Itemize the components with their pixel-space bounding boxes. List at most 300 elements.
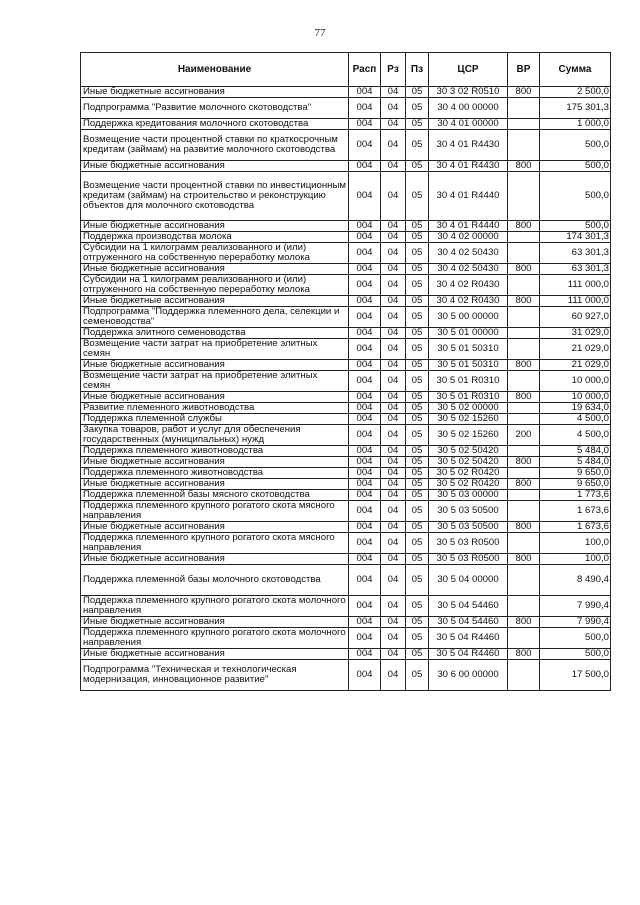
cell-rasp: 004 bbox=[349, 628, 381, 649]
cell-rz: 04 bbox=[381, 554, 406, 565]
cell-pz: 05 bbox=[406, 221, 429, 232]
cell-rz: 04 bbox=[381, 161, 406, 172]
cell-pz: 05 bbox=[406, 296, 429, 307]
cell-vr: 800 bbox=[508, 221, 540, 232]
cell-rasp: 004 bbox=[349, 328, 381, 339]
cell-vr: 800 bbox=[508, 554, 540, 565]
cell-pz: 05 bbox=[406, 522, 429, 533]
table-row bbox=[81, 628, 611, 649]
table-row bbox=[81, 339, 611, 360]
cell-pz: 05 bbox=[406, 130, 429, 161]
cell-vr bbox=[508, 501, 540, 522]
cell-vr bbox=[508, 371, 540, 392]
cell-rasp: 004 bbox=[349, 522, 381, 533]
cell-vr bbox=[508, 565, 540, 596]
cell-sum: 500,0 bbox=[540, 628, 611, 649]
cell-pz: 05 bbox=[406, 339, 429, 360]
cell-csr: 30 5 01 00000 bbox=[429, 328, 508, 339]
cell-rz: 04 bbox=[381, 371, 406, 392]
cell-name: Поддержка племенного животноводства bbox=[81, 468, 349, 479]
cell-pz: 05 bbox=[406, 501, 429, 522]
cell-rasp: 004 bbox=[349, 446, 381, 457]
cell-rasp: 004 bbox=[349, 660, 381, 691]
table-row bbox=[81, 457, 611, 468]
table-row bbox=[81, 479, 611, 490]
cell-csr: 30 5 04 54460 bbox=[429, 596, 508, 617]
cell-sum: 17 500,0 bbox=[540, 660, 611, 691]
cell-csr: 30 4 02 50430 bbox=[429, 264, 508, 275]
cell-name: Поддержка племенного крупного рогатого скота молочного направления bbox=[81, 596, 349, 617]
cell-sum: 4 500,0 bbox=[540, 414, 611, 425]
cell-name: Возмещение части процентной ставки по инвестиционным кредитам (займам) на строительство и реконструкцию объектов для молочного скотоводства bbox=[81, 172, 349, 221]
cell-sum: 111 000,0 bbox=[540, 296, 611, 307]
table-row bbox=[81, 243, 611, 264]
cell-name: Поддержка племенного крупного рогатого скота мясного направления bbox=[81, 501, 349, 522]
cell-name: Субсидии на 1 килограмм реализованного и (или) отгруженного на собственную переработку молока bbox=[81, 243, 349, 264]
cell-sum: 175 301,3 bbox=[540, 98, 611, 119]
cell-vr bbox=[508, 172, 540, 221]
cell-sum: 5 484,0 bbox=[540, 457, 611, 468]
cell-csr: 30 5 02 15260 bbox=[429, 425, 508, 446]
cell-csr: 30 5 02 R0420 bbox=[429, 479, 508, 490]
cell-name: Иные бюджетные ассигнования bbox=[81, 296, 349, 307]
cell-name: Поддержка кредитования молочного скотоводства bbox=[81, 119, 349, 130]
table-row bbox=[81, 172, 611, 221]
cell-rasp: 004 bbox=[349, 232, 381, 243]
cell-sum: 7 990,4 bbox=[540, 617, 611, 628]
cell-sum: 31 029,0 bbox=[540, 328, 611, 339]
cell-pz: 05 bbox=[406, 360, 429, 371]
cell-pz: 05 bbox=[406, 392, 429, 403]
cell-vr bbox=[508, 307, 540, 328]
cell-name: Иные бюджетные ассигнования bbox=[81, 617, 349, 628]
cell-name: Подпрограмма "Техническая и технологическая модернизация, инновационное развитие" bbox=[81, 660, 349, 691]
cell-rasp: 004 bbox=[349, 296, 381, 307]
cell-sum: 4 500,0 bbox=[540, 425, 611, 446]
table-row bbox=[81, 596, 611, 617]
cell-rasp: 004 bbox=[349, 554, 381, 565]
cell-rasp: 004 bbox=[349, 264, 381, 275]
cell-pz: 05 bbox=[406, 425, 429, 446]
cell-pz: 05 bbox=[406, 307, 429, 328]
cell-pz: 05 bbox=[406, 328, 429, 339]
cell-rz: 04 bbox=[381, 264, 406, 275]
cell-sum: 63 301,3 bbox=[540, 264, 611, 275]
cell-pz: 05 bbox=[406, 660, 429, 691]
cell-sum: 60 927,0 bbox=[540, 307, 611, 328]
cell-rasp: 004 bbox=[349, 490, 381, 501]
cell-csr: 30 4 00 00000 bbox=[429, 98, 508, 119]
cell-rasp: 004 bbox=[349, 371, 381, 392]
cell-pz: 05 bbox=[406, 457, 429, 468]
cell-sum: 63 301,3 bbox=[540, 243, 611, 264]
cell-vr bbox=[508, 414, 540, 425]
cell-pz: 05 bbox=[406, 446, 429, 457]
cell-name: Поддержка элитного семеноводства bbox=[81, 328, 349, 339]
cell-csr: 30 5 02 15260 bbox=[429, 414, 508, 425]
cell-csr: 30 5 02 00000 bbox=[429, 403, 508, 414]
cell-name: Иные бюджетные ассигнования bbox=[81, 87, 349, 98]
cell-rz: 04 bbox=[381, 457, 406, 468]
cell-vr bbox=[508, 490, 540, 501]
cell-rasp: 004 bbox=[349, 87, 381, 98]
cell-rz: 04 bbox=[381, 328, 406, 339]
cell-vr bbox=[508, 468, 540, 479]
cell-pz: 05 bbox=[406, 243, 429, 264]
cell-csr: 30 4 01 R4440 bbox=[429, 172, 508, 221]
table-row bbox=[81, 360, 611, 371]
cell-sum: 500,0 bbox=[540, 649, 611, 660]
cell-rz: 04 bbox=[381, 339, 406, 360]
cell-rz: 04 bbox=[381, 232, 406, 243]
cell-vr bbox=[508, 130, 540, 161]
cell-rasp: 004 bbox=[349, 339, 381, 360]
cell-sum: 1 673,6 bbox=[540, 501, 611, 522]
cell-pz: 05 bbox=[406, 172, 429, 221]
cell-pz: 05 bbox=[406, 617, 429, 628]
cell-csr: 30 4 01 00000 bbox=[429, 119, 508, 130]
table-row bbox=[81, 296, 611, 307]
table-row bbox=[81, 161, 611, 172]
cell-rz: 04 bbox=[381, 275, 406, 296]
cell-name: Поддержка производства молока bbox=[81, 232, 349, 243]
cell-rasp: 004 bbox=[349, 130, 381, 161]
budget-table bbox=[80, 52, 611, 691]
table-row bbox=[81, 533, 611, 554]
cell-sum: 1 000,0 bbox=[540, 119, 611, 130]
cell-rz: 04 bbox=[381, 392, 406, 403]
cell-pz: 05 bbox=[406, 371, 429, 392]
table-row bbox=[81, 501, 611, 522]
cell-rasp: 004 bbox=[349, 360, 381, 371]
cell-csr: 30 5 03 R0500 bbox=[429, 554, 508, 565]
cell-pz: 05 bbox=[406, 414, 429, 425]
cell-vr: 200 bbox=[508, 425, 540, 446]
cell-vr: 800 bbox=[508, 522, 540, 533]
table-row bbox=[81, 221, 611, 232]
cell-vr: 800 bbox=[508, 617, 540, 628]
cell-csr: 30 5 03 00000 bbox=[429, 490, 508, 501]
cell-pz: 05 bbox=[406, 649, 429, 660]
cell-name: Иные бюджетные ассигнования bbox=[81, 264, 349, 275]
cell-vr bbox=[508, 275, 540, 296]
cell-rasp: 004 bbox=[349, 596, 381, 617]
header-rz: Рз bbox=[381, 53, 406, 87]
cell-pz: 05 bbox=[406, 87, 429, 98]
cell-name: Иные бюджетные ассигнования bbox=[81, 392, 349, 403]
cell-name: Возмещение части процентной ставки по краткосрочным кредитам (займам) на развитие молочного скотоводства bbox=[81, 130, 349, 161]
cell-name: Поддержка племенной базы молочного скотоводства bbox=[81, 565, 349, 596]
cell-rz: 04 bbox=[381, 119, 406, 130]
cell-rasp: 004 bbox=[349, 403, 381, 414]
cell-rasp: 004 bbox=[349, 275, 381, 296]
header-sum: Сумма bbox=[540, 53, 611, 87]
cell-pz: 05 bbox=[406, 533, 429, 554]
cell-rz: 04 bbox=[381, 565, 406, 596]
cell-vr: 800 bbox=[508, 392, 540, 403]
cell-name: Иные бюджетные ассигнования bbox=[81, 457, 349, 468]
cell-csr: 30 4 01 R4430 bbox=[429, 161, 508, 172]
cell-sum: 10 000,0 bbox=[540, 392, 611, 403]
cell-vr: 800 bbox=[508, 264, 540, 275]
cell-name: Подпрограмма "Поддержка племенного дела, селекции и семеноводства" bbox=[81, 307, 349, 328]
table-header-row bbox=[81, 53, 611, 87]
cell-name: Поддержка племенной службы bbox=[81, 414, 349, 425]
cell-sum: 111 000,0 bbox=[540, 275, 611, 296]
cell-vr bbox=[508, 328, 540, 339]
cell-rz: 04 bbox=[381, 479, 406, 490]
table-row bbox=[81, 522, 611, 533]
cell-pz: 05 bbox=[406, 403, 429, 414]
cell-rz: 04 bbox=[381, 98, 406, 119]
cell-sum: 500,0 bbox=[540, 221, 611, 232]
cell-sum: 19 634,0 bbox=[540, 403, 611, 414]
cell-pz: 05 bbox=[406, 490, 429, 501]
table-row bbox=[81, 307, 611, 328]
cell-sum: 1 773,6 bbox=[540, 490, 611, 501]
cell-csr: 30 5 03 50500 bbox=[429, 501, 508, 522]
cell-rz: 04 bbox=[381, 522, 406, 533]
cell-pz: 05 bbox=[406, 232, 429, 243]
cell-sum: 2 500,0 bbox=[540, 87, 611, 98]
table-row bbox=[81, 119, 611, 130]
cell-rz: 04 bbox=[381, 446, 406, 457]
cell-sum: 100,0 bbox=[540, 533, 611, 554]
cell-csr: 30 5 04 R4460 bbox=[429, 628, 508, 649]
cell-csr: 30 4 02 50430 bbox=[429, 243, 508, 264]
cell-rz: 04 bbox=[381, 596, 406, 617]
cell-name: Развитие племенного животноводства bbox=[81, 403, 349, 414]
cell-csr: 30 4 02 R0430 bbox=[429, 275, 508, 296]
cell-rasp: 004 bbox=[349, 221, 381, 232]
cell-vr: 800 bbox=[508, 360, 540, 371]
header-rasp: Расп bbox=[349, 53, 381, 87]
cell-rz: 04 bbox=[381, 307, 406, 328]
cell-name: Поддержка племенного животноводства bbox=[81, 446, 349, 457]
cell-vr bbox=[508, 446, 540, 457]
cell-rz: 04 bbox=[381, 172, 406, 221]
table-row bbox=[81, 649, 611, 660]
table-row bbox=[81, 617, 611, 628]
cell-pz: 05 bbox=[406, 161, 429, 172]
cell-rz: 04 bbox=[381, 490, 406, 501]
cell-pz: 05 bbox=[406, 596, 429, 617]
cell-sum: 7 990,4 bbox=[540, 596, 611, 617]
cell-rasp: 004 bbox=[349, 119, 381, 130]
cell-name: Иные бюджетные ассигнования bbox=[81, 360, 349, 371]
cell-csr: 30 5 04 R4460 bbox=[429, 649, 508, 660]
cell-sum: 174 301,3 bbox=[540, 232, 611, 243]
table-body bbox=[81, 87, 611, 691]
cell-rasp: 004 bbox=[349, 414, 381, 425]
cell-pz: 05 bbox=[406, 628, 429, 649]
cell-name: Иные бюджетные ассигнования bbox=[81, 161, 349, 172]
cell-name: Иные бюджетные ассигнования bbox=[81, 479, 349, 490]
scan-artifact: · · · · · bbox=[84, 886, 119, 892]
cell-rasp: 004 bbox=[349, 98, 381, 119]
cell-vr bbox=[508, 119, 540, 130]
cell-vr bbox=[508, 628, 540, 649]
cell-csr: 30 4 02 00000 bbox=[429, 232, 508, 243]
cell-rz: 04 bbox=[381, 130, 406, 161]
header-name: Наименование bbox=[81, 53, 349, 87]
cell-csr: 30 5 01 50310 bbox=[429, 339, 508, 360]
cell-pz: 05 bbox=[406, 468, 429, 479]
cell-rasp: 004 bbox=[349, 501, 381, 522]
table-row bbox=[81, 232, 611, 243]
cell-name: Иные бюджетные ассигнования bbox=[81, 522, 349, 533]
cell-vr bbox=[508, 243, 540, 264]
cell-rasp: 004 bbox=[349, 425, 381, 446]
cell-pz: 05 bbox=[406, 565, 429, 596]
cell-rasp: 004 bbox=[349, 479, 381, 490]
cell-name: Иные бюджетные ассигнования bbox=[81, 221, 349, 232]
cell-name: Подпрограмма "Развитие молочного скотоводства" bbox=[81, 98, 349, 119]
cell-name: Поддержка племенного крупного рогатого скота молочного направления bbox=[81, 628, 349, 649]
cell-sum: 500,0 bbox=[540, 172, 611, 221]
table-row bbox=[81, 414, 611, 425]
cell-name: Субсидии на 1 килограмм реализованного и (или) отгруженного на собственную переработку молока bbox=[81, 275, 349, 296]
cell-name: Возмещение части затрат на приобретение элитных семян bbox=[81, 371, 349, 392]
cell-csr: 30 6 00 00000 bbox=[429, 660, 508, 691]
cell-rasp: 004 bbox=[349, 307, 381, 328]
cell-sum: 9 650,0 bbox=[540, 479, 611, 490]
table-row bbox=[81, 371, 611, 392]
cell-vr: 800 bbox=[508, 296, 540, 307]
table-row bbox=[81, 660, 611, 691]
table-row bbox=[81, 328, 611, 339]
cell-vr bbox=[508, 339, 540, 360]
cell-sum: 21 029,0 bbox=[540, 360, 611, 371]
cell-rasp: 004 bbox=[349, 468, 381, 479]
cell-rz: 04 bbox=[381, 533, 406, 554]
table-row bbox=[81, 565, 611, 596]
cell-rz: 04 bbox=[381, 87, 406, 98]
table-row bbox=[81, 130, 611, 161]
table-row bbox=[81, 490, 611, 501]
cell-csr: 30 5 01 R0310 bbox=[429, 392, 508, 403]
cell-csr: 30 4 01 R4440 bbox=[429, 221, 508, 232]
cell-sum: 1 673,6 bbox=[540, 522, 611, 533]
cell-vr: 800 bbox=[508, 457, 540, 468]
cell-vr: 800 bbox=[508, 161, 540, 172]
cell-rasp: 004 bbox=[349, 161, 381, 172]
cell-csr: 30 4 02 R0430 bbox=[429, 296, 508, 307]
cell-rz: 04 bbox=[381, 649, 406, 660]
cell-name: Поддержка племенного крупного рогатого скота мясного направления bbox=[81, 533, 349, 554]
table-row bbox=[81, 554, 611, 565]
cell-vr: 800 bbox=[508, 649, 540, 660]
cell-csr: 30 5 02 50420 bbox=[429, 457, 508, 468]
cell-pz: 05 bbox=[406, 554, 429, 565]
cell-name: Закупка товаров, работ и услуг для обеспечения государственных (муниципальных) нужд bbox=[81, 425, 349, 446]
cell-name: Иные бюджетные ассигнования bbox=[81, 554, 349, 565]
cell-rasp: 004 bbox=[349, 533, 381, 554]
table-row bbox=[81, 403, 611, 414]
cell-pz: 05 bbox=[406, 275, 429, 296]
cell-vr bbox=[508, 596, 540, 617]
cell-csr: 30 5 01 50310 bbox=[429, 360, 508, 371]
cell-sum: 9 650,0 bbox=[540, 468, 611, 479]
cell-rz: 04 bbox=[381, 628, 406, 649]
cell-vr bbox=[508, 232, 540, 243]
cell-rasp: 004 bbox=[349, 392, 381, 403]
header-pz: Пз bbox=[406, 53, 429, 87]
cell-csr: 30 5 04 54460 bbox=[429, 617, 508, 628]
cell-rz: 04 bbox=[381, 221, 406, 232]
header-vr: ВР bbox=[508, 53, 540, 87]
cell-rz: 04 bbox=[381, 501, 406, 522]
cell-sum: 500,0 bbox=[540, 161, 611, 172]
cell-vr bbox=[508, 98, 540, 119]
cell-rasp: 004 bbox=[349, 243, 381, 264]
cell-vr bbox=[508, 403, 540, 414]
cell-name: Иные бюджетные ассигнования bbox=[81, 649, 349, 660]
cell-csr: 30 3 02 R0510 bbox=[429, 87, 508, 98]
cell-sum: 10 000,0 bbox=[540, 371, 611, 392]
table-row bbox=[81, 425, 611, 446]
cell-csr: 30 4 01 R4430 bbox=[429, 130, 508, 161]
cell-rasp: 004 bbox=[349, 649, 381, 660]
cell-name: Поддержка племенной базы мясного скотоводства bbox=[81, 490, 349, 501]
cell-vr: 800 bbox=[508, 479, 540, 490]
cell-rz: 04 bbox=[381, 296, 406, 307]
header-csr: ЦСР bbox=[429, 53, 508, 87]
cell-rasp: 004 bbox=[349, 565, 381, 596]
cell-pz: 05 bbox=[406, 119, 429, 130]
page-number: 77 bbox=[314, 27, 326, 39]
cell-pz: 05 bbox=[406, 98, 429, 119]
cell-csr: 30 5 04 00000 bbox=[429, 565, 508, 596]
cell-pz: 05 bbox=[406, 479, 429, 490]
table-row bbox=[81, 87, 611, 98]
cell-sum: 5 484,0 bbox=[540, 446, 611, 457]
cell-rz: 04 bbox=[381, 660, 406, 691]
cell-sum: 21 029,0 bbox=[540, 339, 611, 360]
cell-rz: 04 bbox=[381, 468, 406, 479]
cell-csr: 30 5 00 00000 bbox=[429, 307, 508, 328]
cell-pz: 05 bbox=[406, 264, 429, 275]
cell-csr: 30 5 02 50420 bbox=[429, 446, 508, 457]
cell-rz: 04 bbox=[381, 360, 406, 371]
cell-rz: 04 bbox=[381, 243, 406, 264]
cell-csr: 30 5 03 R0500 bbox=[429, 533, 508, 554]
cell-sum: 100,0 bbox=[540, 554, 611, 565]
cell-rasp: 004 bbox=[349, 172, 381, 221]
cell-rz: 04 bbox=[381, 617, 406, 628]
cell-name: Возмещение части затрат на приобретение элитных семян bbox=[81, 339, 349, 360]
cell-rz: 04 bbox=[381, 414, 406, 425]
cell-rz: 04 bbox=[381, 425, 406, 446]
table-row bbox=[81, 264, 611, 275]
table-row bbox=[81, 446, 611, 457]
table-row bbox=[81, 392, 611, 403]
cell-vr bbox=[508, 533, 540, 554]
table-row bbox=[81, 98, 611, 119]
cell-rasp: 004 bbox=[349, 457, 381, 468]
cell-sum: 500,0 bbox=[540, 130, 611, 161]
cell-vr bbox=[508, 660, 540, 691]
cell-sum: 8 490,4 bbox=[540, 565, 611, 596]
table-row bbox=[81, 275, 611, 296]
cell-csr: 30 5 03 50500 bbox=[429, 522, 508, 533]
cell-rz: 04 bbox=[381, 403, 406, 414]
cell-rasp: 004 bbox=[349, 617, 381, 628]
cell-csr: 30 5 01 R0310 bbox=[429, 371, 508, 392]
table-row bbox=[81, 468, 611, 479]
cell-csr: 30 5 02 R0420 bbox=[429, 468, 508, 479]
cell-vr: 800 bbox=[508, 87, 540, 98]
